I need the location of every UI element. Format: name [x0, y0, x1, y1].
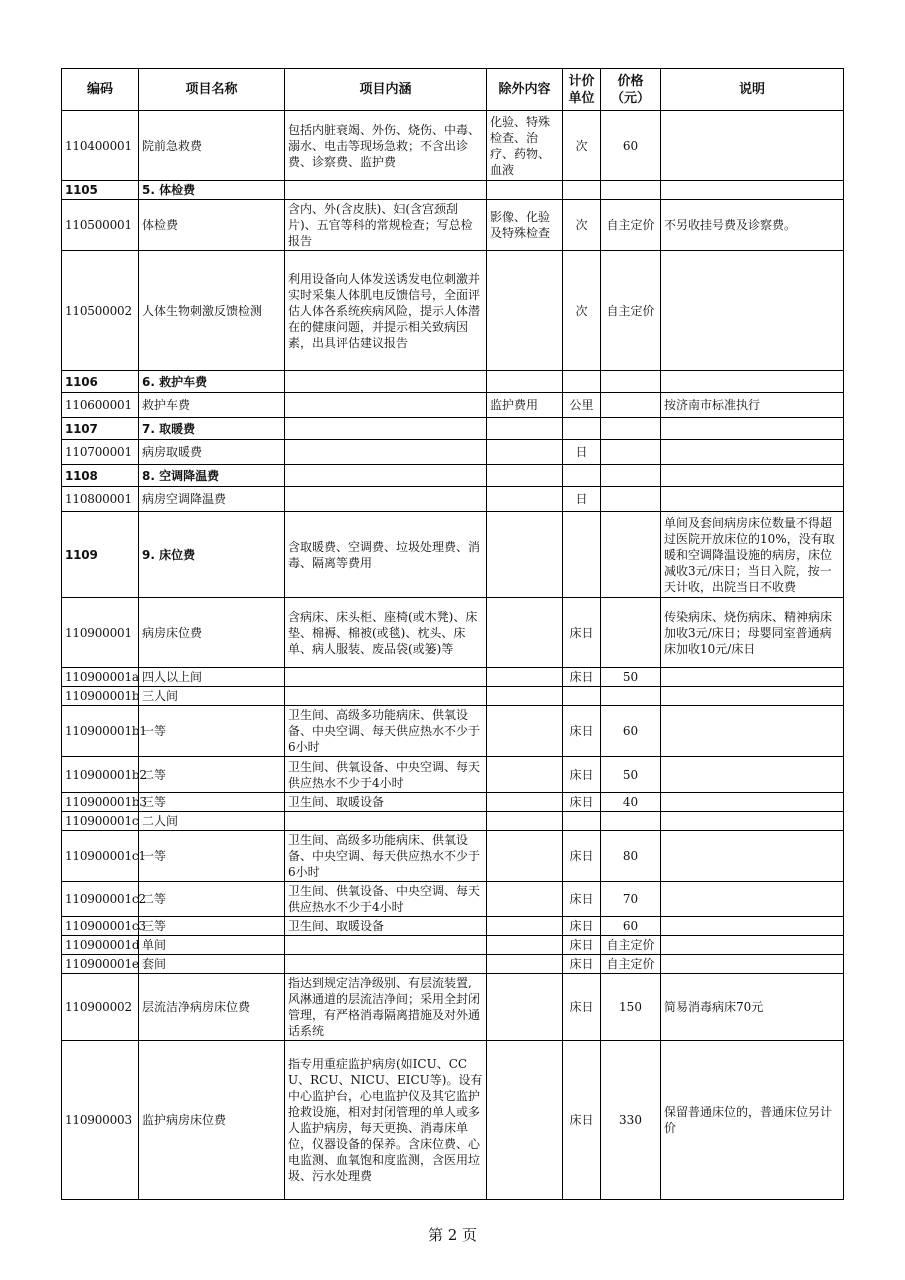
- header-unit: 计价单位: [563, 69, 601, 111]
- cell-name: 三等: [139, 917, 285, 936]
- cell-content: [285, 418, 487, 440]
- cell-name: 二等: [139, 882, 285, 917]
- cell-exclusion: [487, 418, 563, 440]
- cell-content: 卫生间、供氧设备、中央空调、每天供应热水不少于4小时: [285, 757, 487, 793]
- cell-unit: 次: [563, 111, 601, 181]
- cell-exclusion: [487, 512, 563, 598]
- cell-unit: 床日: [563, 1041, 601, 1200]
- cell-exclusion: [487, 955, 563, 974]
- cell-note: [661, 793, 844, 812]
- cell-note: [661, 812, 844, 831]
- header-name: 项目名称: [139, 69, 285, 111]
- cell-content: [285, 371, 487, 393]
- cell-price: 150: [601, 974, 661, 1041]
- cell-note: [661, 955, 844, 974]
- cell-name: 人体生物刺激反馈检测: [139, 251, 285, 371]
- cell-code: 110900001c2: [62, 882, 139, 917]
- cell-code: 1106: [62, 371, 139, 393]
- cell-name: 6. 救护车费: [139, 371, 285, 393]
- cell-content: 卫生间、高级多功能病床、供氧设备、中央空调、每天供应热水不少于6小时: [285, 706, 487, 757]
- table-row: [62, 936, 844, 955]
- cell-content: [285, 668, 487, 687]
- cell-content: 卫生间、供氧设备、中央空调、每天供应热水不少于4小时: [285, 882, 487, 917]
- cell-code: 1108: [62, 465, 139, 487]
- cell-price: 60: [601, 706, 661, 757]
- cell-price: 80: [601, 831, 661, 882]
- cell-price: 60: [601, 111, 661, 181]
- cell-unit: 床日: [563, 793, 601, 812]
- cell-content: 卫生间、高级多功能病床、供氧设备、中央空调、每天供应热水不少于6小时: [285, 831, 487, 882]
- cell-price: 50: [601, 757, 661, 793]
- cell-unit: 床日: [563, 882, 601, 917]
- cell-exclusion: [487, 668, 563, 687]
- cell-name: 层流洁净病房床位费: [139, 974, 285, 1041]
- cell-exclusion: [487, 487, 563, 512]
- table-row: [62, 955, 844, 974]
- cell-price: 自主定价: [601, 251, 661, 371]
- cell-exclusion: [487, 936, 563, 955]
- cell-unit: 床日: [563, 831, 601, 882]
- cell-content: 卫生间、取暖设备: [285, 793, 487, 812]
- table-row: [62, 882, 844, 917]
- cell-name: 病房床位费: [139, 598, 285, 668]
- cell-content: [285, 465, 487, 487]
- table-row: [62, 831, 844, 882]
- cell-exclusion: [487, 687, 563, 706]
- cell-unit: 公里: [563, 393, 601, 418]
- cell-price: [601, 181, 661, 200]
- cell-note: 按济南市标准执行: [661, 393, 844, 418]
- cell-note: 不另收挂号费及诊察费。: [661, 200, 844, 251]
- cell-content: [285, 393, 487, 418]
- cell-name: 二等: [139, 757, 285, 793]
- cell-content: 含内、外(含皮肤)、妇(含宫颈刮片)、五官等科的常规检查；写总检报告: [285, 200, 487, 251]
- cell-code: 110600001: [62, 393, 139, 418]
- cell-unit: 日: [563, 440, 601, 465]
- cell-exclusion: [487, 706, 563, 757]
- cell-price: 40: [601, 793, 661, 812]
- cell-name: 监护病房床位费: [139, 1041, 285, 1200]
- cell-content: [285, 440, 487, 465]
- cell-name: 病房空调降温费: [139, 487, 285, 512]
- cell-content: 利用设备向人体发送诱发电位刺激并实时采集人体肌电反馈信号，全面评估人体各系统疾病风险，提示人体潜在的健康问题，并提示相关致病因素，出具评估建议报告: [285, 251, 487, 371]
- header-exclusion: 除外内容: [487, 69, 563, 111]
- cell-code: 110900001b: [62, 687, 139, 706]
- table-row: [62, 598, 844, 668]
- cell-note: [661, 418, 844, 440]
- cell-exclusion: 影像、化验及特殊检查: [487, 200, 563, 251]
- cell-code: 1105: [62, 181, 139, 200]
- cell-name: 单间: [139, 936, 285, 955]
- cell-name: 8. 空调降温费: [139, 465, 285, 487]
- table-row: [62, 200, 844, 251]
- cell-code: 110700001: [62, 440, 139, 465]
- table-row: [62, 974, 844, 1041]
- cell-exclusion: [487, 812, 563, 831]
- cell-exclusion: [487, 917, 563, 936]
- cell-price: [601, 393, 661, 418]
- cell-code: 110900001e: [62, 955, 139, 974]
- header-price: 价格（元）: [601, 69, 661, 111]
- cell-code: 110900003: [62, 1041, 139, 1200]
- cell-unit: 日: [563, 487, 601, 512]
- cell-code: 110900001b1: [62, 706, 139, 757]
- cell-content: [285, 955, 487, 974]
- cell-code: 110400001: [62, 111, 139, 181]
- cell-unit: [563, 812, 601, 831]
- cell-price: [601, 440, 661, 465]
- header-note: 说明: [661, 69, 844, 111]
- cell-note: [661, 687, 844, 706]
- cell-note: [661, 181, 844, 200]
- table-header-row: [62, 69, 844, 111]
- cell-code: 1107: [62, 418, 139, 440]
- cell-note: [661, 706, 844, 757]
- cell-name: 一等: [139, 831, 285, 882]
- cell-price: [601, 812, 661, 831]
- cell-price: 60: [601, 917, 661, 936]
- cell-content: [285, 936, 487, 955]
- cell-exclusion: 化验、特殊检查、治疗、药物、血液: [487, 111, 563, 181]
- cell-content: [285, 687, 487, 706]
- cell-unit: 床日: [563, 598, 601, 668]
- cell-unit: 床日: [563, 706, 601, 757]
- cell-exclusion: [487, 831, 563, 882]
- cell-code: 110900001c1: [62, 831, 139, 882]
- cell-name: 体检费: [139, 200, 285, 251]
- cell-code: 110900001c: [62, 812, 139, 831]
- cell-code: 110900001a: [62, 668, 139, 687]
- cell-unit: [563, 687, 601, 706]
- cell-price: [601, 371, 661, 393]
- cell-exclusion: [487, 793, 563, 812]
- cell-name: 7. 取暖费: [139, 418, 285, 440]
- cell-exclusion: [487, 974, 563, 1041]
- cell-exclusion: [487, 757, 563, 793]
- cell-price: 自主定价: [601, 936, 661, 955]
- table-row: [62, 371, 844, 393]
- cell-content: 包括内脏衰竭、外伤、烧伤、中毒、溺水、电击等现场急救；不含出诊费、诊察费、监护费: [285, 111, 487, 181]
- cell-code: 110900001: [62, 598, 139, 668]
- cell-price: [601, 512, 661, 598]
- cell-name: 5. 体检费: [139, 181, 285, 200]
- cell-unit: 床日: [563, 974, 601, 1041]
- cell-note: [661, 882, 844, 917]
- cell-exclusion: 监护费用: [487, 393, 563, 418]
- cell-unit: 床日: [563, 917, 601, 936]
- cell-note: 单间及套间病房床位数量不得超过医院开放床位的10%，没有取暖和空调降温设施的病房，床位减收3元/床日；当日入院，按一天计收，出院当日不收费: [661, 512, 844, 598]
- cell-code: 110500002: [62, 251, 139, 371]
- table-row: [62, 393, 844, 418]
- cell-price: 330: [601, 1041, 661, 1200]
- cell-name: 套间: [139, 955, 285, 974]
- cell-note: 传染病床、烧伤病床、精神病床加收3元/床日；母婴同室普通病床加收10元/床日: [661, 598, 844, 668]
- cell-content: [285, 812, 487, 831]
- cell-content: 指达到规定洁净级别、有层流装置,风淋通道的层流洁净间；采用全封闭管理，有严格消毒隔离措施及对外通话系统: [285, 974, 487, 1041]
- cell-note: [661, 487, 844, 512]
- cell-code: 110500001: [62, 200, 139, 251]
- cell-code: 1109: [62, 512, 139, 598]
- cell-price: 70: [601, 882, 661, 917]
- table-row: [62, 111, 844, 181]
- cell-price: 自主定价: [601, 200, 661, 251]
- cell-unit: 床日: [563, 955, 601, 974]
- cell-unit: [563, 418, 601, 440]
- cell-price: 50: [601, 668, 661, 687]
- cell-unit: 床日: [563, 668, 601, 687]
- cell-content: 含取暖费、空调费、垃圾处理费、消毒、隔离等费用: [285, 512, 487, 598]
- cell-note: 简易消毒病床70元: [661, 974, 844, 1041]
- table-row: [62, 757, 844, 793]
- cell-name: 一等: [139, 706, 285, 757]
- table-row: [62, 440, 844, 465]
- cell-content: [285, 181, 487, 200]
- cell-name: 二人间: [139, 812, 285, 831]
- cell-code: 110900001b2: [62, 757, 139, 793]
- cell-content: 卫生间、取暖设备: [285, 917, 487, 936]
- cell-unit: [563, 371, 601, 393]
- table-row: [62, 465, 844, 487]
- cell-price: [601, 687, 661, 706]
- table-row: [62, 512, 844, 598]
- table-row: [62, 418, 844, 440]
- cell-exclusion: [487, 465, 563, 487]
- table-row: [62, 793, 844, 812]
- header-code: 编码: [62, 69, 139, 111]
- cell-exclusion: [487, 598, 563, 668]
- cell-unit: [563, 465, 601, 487]
- cell-price: [601, 487, 661, 512]
- cell-code: 110900001c3: [62, 917, 139, 936]
- price-table: [61, 68, 844, 1200]
- cell-note: [661, 917, 844, 936]
- header-content: 项目内涵: [285, 69, 487, 111]
- table-row: [62, 687, 844, 706]
- table-row: [62, 1041, 844, 1200]
- cell-unit: 床日: [563, 757, 601, 793]
- table-row: [62, 668, 844, 687]
- cell-price: 自主定价: [601, 955, 661, 974]
- cell-exclusion: [487, 882, 563, 917]
- cell-unit: [563, 181, 601, 200]
- cell-note: [661, 251, 844, 371]
- page-number: 第 2 页: [427, 1226, 478, 1244]
- cell-exclusion: [487, 440, 563, 465]
- cell-note: [661, 465, 844, 487]
- cell-name: 9. 床位费: [139, 512, 285, 598]
- cell-exclusion: [487, 1041, 563, 1200]
- cell-exclusion: [487, 181, 563, 200]
- table-body: [62, 111, 844, 1200]
- cell-code: 110900001d: [62, 936, 139, 955]
- cell-price: [601, 418, 661, 440]
- table-row: [62, 812, 844, 831]
- cell-price: [601, 465, 661, 487]
- cell-code: 110800001: [62, 487, 139, 512]
- cell-exclusion: [487, 251, 563, 371]
- table-row: [62, 706, 844, 757]
- cell-unit: [563, 512, 601, 598]
- cell-unit: 次: [563, 251, 601, 371]
- cell-name: 救护车费: [139, 393, 285, 418]
- table-row: [62, 251, 844, 371]
- cell-price: [601, 598, 661, 668]
- cell-name: 院前急救费: [139, 111, 285, 181]
- cell-note: [661, 936, 844, 955]
- cell-note: 保留普通床位的，普通床位另计价: [661, 1041, 844, 1200]
- table-row: [62, 181, 844, 200]
- cell-code: 110900001b3: [62, 793, 139, 812]
- cell-content: 指专用重症监护病房(如ICU、CCU、RCU、NICU、EICU等)。设有中心监护台，心电监护仪及其它监护抢救设施，相对封闭管理的单人或多人监护病房，每天更换、消毒床单位，仪器设备的保养。含床位费、心电监测、血氧饱和度监测，含医用垃圾、污水处理费: [285, 1041, 487, 1200]
- cell-note: [661, 757, 844, 793]
- cell-content: [285, 487, 487, 512]
- table-row: [62, 917, 844, 936]
- cell-name: 三人间: [139, 687, 285, 706]
- cell-exclusion: [487, 371, 563, 393]
- cell-note: [661, 111, 844, 181]
- cell-unit: 次: [563, 200, 601, 251]
- cell-note: [661, 371, 844, 393]
- cell-note: [661, 668, 844, 687]
- cell-content: 含病床、床头柜、座椅(或木凳)、床垫、棉褥、棉被(或毯)、枕头、床单、病人服装、废品袋(或篓)等: [285, 598, 487, 668]
- cell-name: 四人以上间: [139, 668, 285, 687]
- cell-unit: 床日: [563, 936, 601, 955]
- cell-note: [661, 831, 844, 882]
- cell-name: 三等: [139, 793, 285, 812]
- table-row: [62, 487, 844, 512]
- cell-name: 病房取暖费: [139, 440, 285, 465]
- cell-note: [661, 440, 844, 465]
- cell-code: 110900002: [62, 974, 139, 1041]
